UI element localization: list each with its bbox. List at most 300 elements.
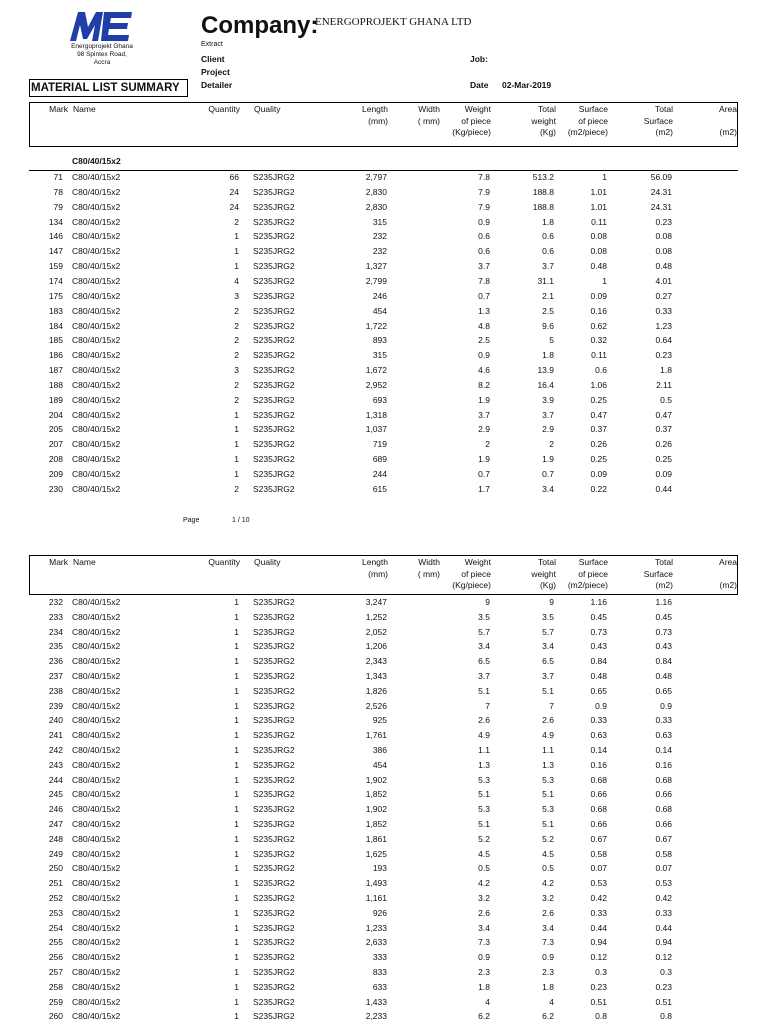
cell-total-surface: 0.33: [655, 907, 672, 918]
cell-mark: 236: [48, 656, 63, 667]
cell-quantity: 2: [234, 216, 239, 227]
cell-mark: 146: [48, 231, 63, 242]
table-row: [29, 626, 738, 641]
cell-name: C80/40/15x2: [72, 641, 121, 652]
cell-total-surface: 0.73: [655, 626, 672, 637]
cell-surface: 0.51: [590, 996, 607, 1007]
cell-mark: 240: [48, 715, 63, 726]
cell-name: C80/40/15x2: [72, 231, 121, 242]
cell-mark: 248: [48, 833, 63, 844]
cell-quantity: 2: [234, 320, 239, 331]
cell-weight: 9: [485, 597, 490, 607]
cell-name: C80/40/15x2: [72, 454, 121, 465]
cell-name: C80/40/15x2: [72, 774, 121, 785]
address-line: 98 Spintex Road,: [77, 51, 127, 58]
cell-quantity: 1: [234, 231, 239, 242]
cell-weight: 5.1: [478, 685, 490, 696]
cell-total-surface: 0.53: [655, 878, 672, 889]
cell-length: 2,830: [365, 201, 387, 212]
cell-mark: 259: [48, 996, 63, 1007]
cell-total-weight: 9.6: [542, 320, 554, 331]
cell-total-surface: 0.26: [655, 439, 672, 450]
table-row: [29, 596, 738, 611]
cell-weight: 5.2: [478, 833, 490, 844]
cell-quantity: 1: [234, 833, 239, 844]
cell-total-surface: 0.23: [655, 350, 672, 361]
cell-name: C80/40/15x2: [72, 759, 121, 770]
cell-mark: 242: [48, 745, 63, 755]
table-row: [29, 981, 738, 996]
cell-mark: 241: [48, 730, 63, 741]
cell-quality: S235JRG2: [253, 671, 295, 681]
cell-quantity: 4: [234, 275, 239, 286]
cell-surface: 0.14: [590, 745, 607, 755]
cell-length: 2,830: [365, 186, 387, 197]
cell-total-surface: 0.67: [655, 833, 672, 844]
cell-total-weight: 4.2: [542, 878, 554, 889]
cell-quality: S235JRG2: [253, 922, 295, 933]
table-header: [29, 555, 738, 594]
cell-total-weight: 4: [549, 996, 554, 1007]
cell-quantity: 2: [234, 335, 239, 346]
cell-quantity: 1: [234, 922, 239, 933]
header-total-weight: Total weight (Kg): [531, 104, 556, 137]
cell-surface: 0.42: [590, 893, 607, 903]
cell-quantity: 1: [234, 685, 239, 696]
cell-weight: 7.9: [478, 186, 490, 197]
cell-weight: 3.5: [478, 611, 490, 622]
cell-mark: 175: [48, 290, 63, 301]
cell-mark: 71: [53, 172, 63, 182]
table-row: [29, 788, 738, 803]
cell-weight: 0.7: [478, 469, 490, 479]
cell-length: 719: [372, 439, 387, 450]
cell-name: C80/40/15x2: [72, 439, 121, 450]
cell-mark: 260: [48, 1011, 63, 1022]
cell-total-weight: 1.8: [542, 350, 554, 361]
cell-quality: S235JRG2: [253, 641, 295, 652]
cell-quality: S235JRG2: [253, 789, 295, 800]
cell-total-weight: 3.5: [542, 611, 554, 622]
cell-quantity: 1: [234, 611, 239, 622]
header-total-surface: Total Surface (m2): [643, 557, 673, 590]
cell-total-weight: 7.3: [542, 937, 554, 948]
header-weight: Weight of piece (Kg/piece): [452, 104, 491, 137]
cell-surface: 0.37: [590, 424, 607, 435]
table-row: [29, 744, 738, 759]
cell-total-weight: 0.9: [542, 952, 554, 963]
table-row: [29, 423, 738, 438]
header-surface: Surface of piece (m2/piece): [567, 557, 608, 590]
cell-weight: 3.2: [478, 893, 490, 903]
company-label: Company:: [201, 12, 319, 39]
header-name: Name: [73, 557, 96, 567]
cell-quality: S235JRG2: [253, 996, 295, 1007]
cell-length: 1,672: [365, 365, 387, 376]
cell-quality: S235JRG2: [253, 981, 295, 992]
cell-weight: 5.1: [478, 789, 490, 800]
cell-total-weight: 513.2: [532, 172, 554, 182]
cell-mark: 249: [48, 848, 63, 859]
cell-total-weight: 1.8: [542, 216, 554, 227]
cell-total-weight: 2.6: [542, 715, 554, 726]
material-table-page-2: [29, 555, 738, 1024]
cell-quantity: 1: [234, 641, 239, 652]
cell-mark: 184: [48, 320, 63, 331]
cell-name: C80/40/15x2: [72, 201, 121, 212]
header-divider: [29, 146, 738, 147]
cell-total-weight: 1.3: [542, 759, 554, 770]
table-row: [29, 230, 738, 245]
cell-surface: 0.16: [590, 759, 607, 770]
cell-total-weight: 0.6: [542, 231, 554, 242]
cell-name: C80/40/15x2: [72, 290, 121, 301]
cell-quantity: 1: [234, 907, 239, 918]
cell-weight: 7.3: [478, 937, 490, 948]
cell-mark: 233: [48, 611, 63, 622]
cell-quality: S235JRG2: [253, 745, 295, 755]
cell-surface: 0.07: [590, 863, 607, 874]
cell-length: 1,161: [365, 893, 387, 903]
header-quantity: Quantity: [208, 104, 240, 114]
cell-length: 2,343: [365, 656, 387, 667]
cell-total-surface: 0.3: [660, 967, 672, 977]
cell-quality: S235JRG2: [253, 483, 295, 494]
cell-surface: 0.25: [590, 454, 607, 465]
cell-weight: 7.8: [478, 172, 490, 182]
cell-mark: 255: [48, 937, 63, 948]
cell-quantity: 1: [234, 671, 239, 681]
company-address: [60, 43, 144, 67]
cell-quality: S235JRG2: [253, 424, 295, 435]
cell-quality: S235JRG2: [253, 937, 295, 948]
table-row: [29, 922, 738, 937]
cell-length: 2,633: [365, 937, 387, 948]
cell-quality: S235JRG2: [253, 819, 295, 829]
cell-name: C80/40/15x2: [72, 922, 121, 933]
cell-quantity: 2: [234, 350, 239, 361]
cell-name: C80/40/15x2: [72, 597, 121, 607]
cell-quantity: 1: [234, 1011, 239, 1022]
cell-name: C80/40/15x2: [72, 715, 121, 726]
cell-quality: S235JRG2: [253, 833, 295, 844]
cell-total-weight: 3.7: [542, 671, 554, 681]
table-row: [29, 349, 738, 364]
cell-total-surface: 1.23: [655, 320, 672, 331]
cell-quality: S235JRG2: [253, 700, 295, 711]
cell-quantity: 1: [234, 967, 239, 977]
cell-length: 1,722: [365, 320, 387, 331]
cell-surface: 0.33: [590, 715, 607, 726]
cell-total-surface: 0.48: [655, 261, 672, 272]
cell-total-surface: 0.65: [655, 685, 672, 696]
cell-quantity: 1: [234, 952, 239, 963]
cell-length: 193: [372, 863, 387, 874]
cell-total-weight: 3.7: [542, 409, 554, 420]
cell-quality: S235JRG2: [253, 172, 295, 182]
cell-total-weight: 0.5: [542, 863, 554, 874]
cell-mark: 237: [48, 671, 63, 681]
cell-quality: S235JRG2: [253, 878, 295, 889]
cell-quality: S235JRG2: [253, 656, 295, 667]
cell-mark: 230: [48, 483, 63, 494]
cell-weight: 2: [485, 439, 490, 450]
date-value: 02-Mar-2019: [502, 80, 552, 90]
cell-quality: S235JRG2: [253, 715, 295, 726]
cell-name: C80/40/15x2: [72, 937, 121, 948]
cell-name: C80/40/15x2: [72, 483, 121, 494]
cell-total-weight: 4.5: [542, 848, 554, 859]
cell-weight: 2.6: [478, 715, 490, 726]
cell-mark: 254: [48, 922, 63, 933]
cell-quality: S235JRG2: [253, 320, 295, 331]
cell-weight: 1.3: [478, 305, 490, 316]
cell-length: 1,206: [365, 641, 387, 652]
cell-surface: 0.68: [590, 804, 607, 815]
cell-total-weight: 4.9: [542, 730, 554, 741]
cell-total-surface: 24.31: [650, 186, 672, 197]
table-row: [29, 670, 738, 685]
header-area: Area (m2): [719, 557, 737, 590]
cell-weight: 1.9: [478, 454, 490, 465]
cell-mark: 246: [48, 804, 63, 815]
cell-weight: 8.2: [478, 379, 490, 390]
cell-length: 925: [372, 715, 387, 726]
cell-weight: 1.1: [478, 745, 490, 755]
cell-total-surface: 0.66: [655, 819, 672, 829]
cell-surface: 0.12: [590, 952, 607, 963]
cell-weight: 1.7: [478, 483, 490, 494]
cell-total-weight: 5.1: [542, 819, 554, 829]
header-width: Width ( mm): [417, 557, 440, 579]
cell-quality: S235JRG2: [253, 611, 295, 622]
cell-mark: 234: [48, 626, 63, 637]
cell-quantity: 1: [234, 469, 239, 479]
cell-weight: 4: [485, 996, 490, 1007]
cell-quantity: 1: [234, 656, 239, 667]
cell-weight: 4.2: [478, 878, 490, 889]
cell-mark: 245: [48, 789, 63, 800]
cell-total-surface: 0.48: [655, 671, 672, 681]
cell-quantity: 1: [234, 424, 239, 435]
cell-total-surface: 0.44: [655, 483, 672, 494]
cell-quantity: 1: [234, 996, 239, 1007]
cell-quality: S235JRG2: [253, 454, 295, 465]
cell-surface: 0.08: [590, 246, 607, 257]
cell-name: C80/40/15x2: [72, 789, 121, 800]
cell-surface: 0.25: [590, 394, 607, 405]
cell-length: 1,852: [365, 819, 387, 829]
header-surface: Surface of piece (m2/piece): [567, 104, 608, 137]
cell-surface: 0.23: [590, 981, 607, 992]
cell-length: 1,327: [365, 261, 387, 272]
cell-quantity: 1: [234, 745, 239, 755]
cell-length: 315: [372, 350, 387, 361]
cell-length: 2,797: [365, 172, 387, 182]
cell-total-weight: 9: [549, 597, 554, 607]
cell-quality: S235JRG2: [253, 350, 295, 361]
cell-surface: 0.67: [590, 833, 607, 844]
cell-name: C80/40/15x2: [72, 656, 121, 667]
cell-surface: 0.53: [590, 878, 607, 889]
client-label: Client: [201, 54, 225, 64]
cell-quantity: 1: [234, 261, 239, 272]
table-row: [29, 379, 738, 394]
cell-quantity: 1: [234, 863, 239, 874]
cell-total-weight: 2.5: [542, 305, 554, 316]
cell-weight: 5.7: [478, 626, 490, 637]
cell-total-weight: 7: [549, 700, 554, 711]
cell-weight: 1.3: [478, 759, 490, 770]
cell-quantity: 2: [234, 483, 239, 494]
cell-name: C80/40/15x2: [72, 246, 121, 257]
cell-quality: S235JRG2: [253, 469, 295, 479]
cell-surface: 1.01: [590, 201, 607, 212]
cell-name: C80/40/15x2: [72, 469, 121, 479]
cell-name: C80/40/15x2: [72, 350, 121, 361]
cell-weight: 5.1: [478, 819, 490, 829]
cell-total-weight: 5.3: [542, 774, 554, 785]
cell-mark: 256: [48, 952, 63, 963]
cell-name: C80/40/15x2: [72, 671, 121, 681]
cell-total-weight: 2.3: [542, 967, 554, 977]
cell-name: C80/40/15x2: [72, 335, 121, 346]
cell-name: C80/40/15x2: [72, 172, 121, 182]
cell-length: 689: [372, 454, 387, 465]
table-row: [29, 818, 738, 833]
cell-length: 1,343: [365, 671, 387, 681]
cell-total-surface: 56.09: [650, 172, 672, 182]
cell-mark: 159: [48, 261, 63, 272]
cell-length: 1,493: [365, 878, 387, 889]
cell-weight: 5.3: [478, 774, 490, 785]
page-number: 1 / 10: [232, 517, 250, 524]
cell-name: C80/40/15x2: [72, 275, 121, 286]
cell-name: C80/40/15x2: [72, 967, 121, 977]
cell-total-weight: 5.1: [542, 685, 554, 696]
header-length: Length (mm): [362, 104, 388, 126]
header-quality: Quality: [254, 557, 281, 567]
cell-weight: 3.4: [478, 641, 490, 652]
cell-total-weight: 188.8: [532, 201, 554, 212]
cell-mark: 78: [53, 186, 63, 197]
company-name: ENERGOPROJEKT GHANA LTD: [315, 16, 472, 28]
table-row: [29, 951, 738, 966]
cell-total-weight: 2.1: [542, 290, 554, 301]
table-row: [29, 260, 738, 275]
cell-total-surface: 0.33: [655, 305, 672, 316]
table-row: [29, 245, 738, 260]
table-row: [29, 848, 738, 863]
header-quality: Quality: [254, 104, 281, 114]
cell-quality: S235JRG2: [253, 290, 295, 301]
table-row: [29, 186, 738, 201]
cell-surface: 0.48: [590, 671, 607, 681]
cell-quality: S235JRG2: [253, 275, 295, 286]
table-row: [29, 305, 738, 320]
cell-mark: 205: [48, 424, 63, 435]
cell-mark: 188: [48, 379, 63, 390]
table-row: [29, 966, 738, 981]
cell-quantity: 1: [234, 804, 239, 815]
table-row: [29, 468, 738, 483]
table-row: [29, 483, 738, 498]
cell-quality: S235JRG2: [253, 394, 295, 405]
cell-name: C80/40/15x2: [72, 305, 121, 316]
detailer-label: Detailer: [201, 80, 233, 90]
cell-weight: 3.7: [478, 261, 490, 272]
cell-length: 633: [372, 981, 387, 992]
cell-total-weight: 0.7: [542, 469, 554, 479]
page-label: Page: [183, 517, 200, 524]
cell-total-weight: 6.5: [542, 656, 554, 667]
cell-length: 232: [372, 246, 387, 257]
cell-quality: S235JRG2: [253, 907, 295, 918]
cell-length: 2,233: [365, 1011, 387, 1022]
cell-surface: 0.66: [590, 789, 607, 800]
table-row: [29, 729, 738, 744]
cell-total-surface: 0.43: [655, 641, 672, 652]
table-row: [29, 320, 738, 335]
cell-total-weight: 2: [549, 439, 554, 450]
cell-weight: 0.9: [478, 216, 490, 227]
cell-quality: S235JRG2: [253, 216, 295, 227]
cell-length: 333: [372, 952, 387, 963]
cell-weight: 7: [485, 700, 490, 711]
cell-total-surface: 0.51: [655, 996, 672, 1007]
cell-quantity: 24: [229, 186, 239, 197]
cell-total-surface: 0.45: [655, 611, 672, 622]
cell-length: 1,037: [365, 424, 387, 435]
cell-name: C80/40/15x2: [72, 626, 121, 637]
header-length: Length (mm): [362, 557, 388, 579]
cell-surface: 0.08: [590, 231, 607, 242]
table-header: [29, 102, 738, 146]
cell-name: C80/40/15x2: [72, 700, 121, 711]
cell-length: 2,952: [365, 379, 387, 390]
cell-total-surface: 0.68: [655, 804, 672, 815]
cell-quality: S235JRG2: [253, 952, 295, 963]
header-total-weight: Total weight (Kg): [531, 557, 556, 590]
cell-total-weight: 16.4: [537, 379, 554, 390]
header-name: Name: [73, 104, 96, 114]
table-row: [29, 907, 738, 922]
cell-name: C80/40/15x2: [72, 833, 121, 844]
extract-label: Extract: [201, 41, 223, 48]
cell-name: C80/40/15x2: [72, 685, 121, 696]
table-row: [29, 171, 738, 186]
cell-length: 1,852: [365, 789, 387, 800]
cell-quantity: 3: [234, 365, 239, 376]
cell-name: C80/40/15x2: [72, 981, 121, 992]
cell-name: C80/40/15x2: [72, 611, 121, 622]
cell-surface: 0.94: [590, 937, 607, 948]
cell-quantity: 2: [234, 305, 239, 316]
cell-name: C80/40/15x2: [72, 379, 121, 390]
cell-total-weight: 5: [549, 335, 554, 346]
cell-mark: 79: [53, 201, 63, 212]
cell-name: C80/40/15x2: [72, 216, 121, 227]
table-row: [29, 409, 738, 424]
cell-length: 2,052: [365, 626, 387, 637]
date-label: Date: [470, 80, 489, 90]
cell-total-surface: 0.66: [655, 789, 672, 800]
header-width: Width ( mm): [417, 104, 440, 126]
table-row: [29, 640, 738, 655]
cell-mark: 257: [48, 967, 63, 977]
cell-weight: 3.7: [478, 671, 490, 681]
cell-quality: S235JRG2: [253, 409, 295, 420]
